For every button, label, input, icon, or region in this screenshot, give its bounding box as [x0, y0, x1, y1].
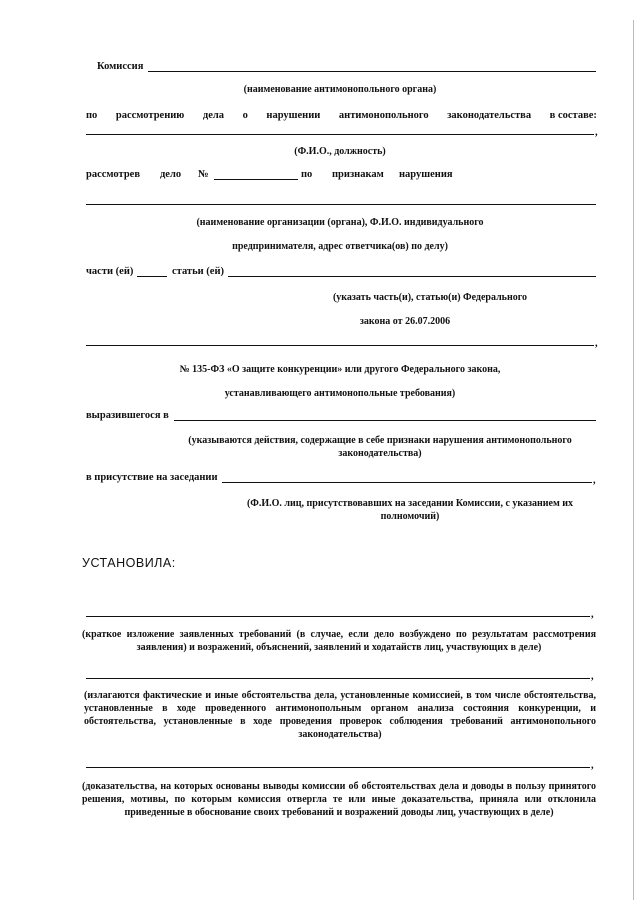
case-number-line [214, 179, 298, 180]
law-fill-line [86, 345, 594, 346]
comma: , [591, 760, 594, 771]
word: в составе: [549, 110, 597, 121]
circumstances-fill-line [86, 678, 590, 679]
caption-law-name-2: устанавливающего антимонопольные требования) [224, 388, 456, 399]
caption-actions: (указываются действия, содержащие в себе признаки нарушения антимонопольного законодательства) [188, 435, 572, 459]
caption-law-name-1: № 135-ФЗ «О защите конкуренции» или другого Федерального закона, [179, 364, 501, 375]
actions-fill-line [174, 420, 596, 421]
caption-present-persons: (Ф.И.О. лиц, присутствовавших на заседании Комиссии, с указанием их полномочий) [246, 498, 574, 522]
caption-fio-position: (Ф.И.О., должность) [294, 146, 386, 157]
commission-label: Комиссия [97, 61, 144, 72]
caption-organ-name: (наименование антимонопольного органа) [243, 84, 437, 95]
caption-claims: (краткое изложение заявленных требований (в случае, если дело возбуждено по результатам рассмотрения заявления) и возражений, объяснений, заявлений и ходатайств лиц, участвующих в деле) [82, 629, 596, 653]
considered-label: рассмотрев [86, 169, 140, 180]
caption-evidence: (доказательства, на которых основаны выводы комиссии об обстоятельствах дела и доводы в пользу принятого решения, мотивы, по которым комиссия отвергла те или иные доказательства, приняла или отклонила приведенные в обоснование своих требований и возражений доводы лиц, участвующих в деле) [82, 781, 596, 818]
signs-label: признакам [332, 169, 384, 180]
article-fill-line [228, 276, 596, 277]
composition-line [86, 109, 597, 122]
article-label: статьи (ей) [172, 266, 225, 277]
case-label: дело [160, 169, 182, 180]
word: законодательства [447, 110, 532, 121]
scan-edge [633, 20, 634, 900]
claims-fill-line [86, 616, 590, 617]
respondent-fill-line [86, 204, 596, 205]
established-heading: УСТАНОВИЛА: [82, 556, 176, 570]
part-number-line [137, 276, 167, 277]
comma: , [591, 609, 594, 620]
comma: , [591, 671, 594, 682]
number-sign: № [198, 169, 209, 180]
violation-label: нарушения [399, 169, 453, 180]
caption-law-articles: (указать часть(и), статью(и) Федерального [332, 292, 528, 303]
word: антимонопольного [338, 110, 429, 121]
caption-organization-2: предпринимателя, адрес ответчика(ов) по делу) [232, 241, 448, 252]
word: нарушении [266, 110, 321, 121]
present-label: в присутствие на заседании [86, 472, 218, 483]
comma: , [595, 338, 598, 349]
caption-law-date: закона от 26.07.2006 [359, 316, 451, 327]
by-label: по [301, 169, 313, 180]
word: дела [202, 110, 225, 121]
part-label: части (ей) [86, 266, 134, 277]
comma: , [593, 475, 596, 486]
word: о [242, 110, 248, 121]
expressed-in-label: выразившегося в [86, 410, 169, 421]
commission-name-line [148, 71, 596, 72]
comma: , [595, 127, 598, 138]
evidence-fill-line [86, 767, 590, 768]
composition-fill-line [86, 134, 594, 135]
present-fill-line [222, 482, 592, 483]
caption-circumstances: (излагаются фактические и иные обстоятельства дела, установленные комиссией, в том числе обстоятельства, установленные в ходе проведенного антимонопольным органом анализа состояния конкуренции, и обстоятельства, установленные в ходе проведения проверок соблюдения требований антимонопольного законодательства) [84, 690, 596, 740]
word: по [86, 110, 98, 121]
word: рассмотрению [115, 110, 185, 121]
caption-organization-1: (наименование организации (органа), Ф.И.О. индивидуального [196, 217, 484, 228]
